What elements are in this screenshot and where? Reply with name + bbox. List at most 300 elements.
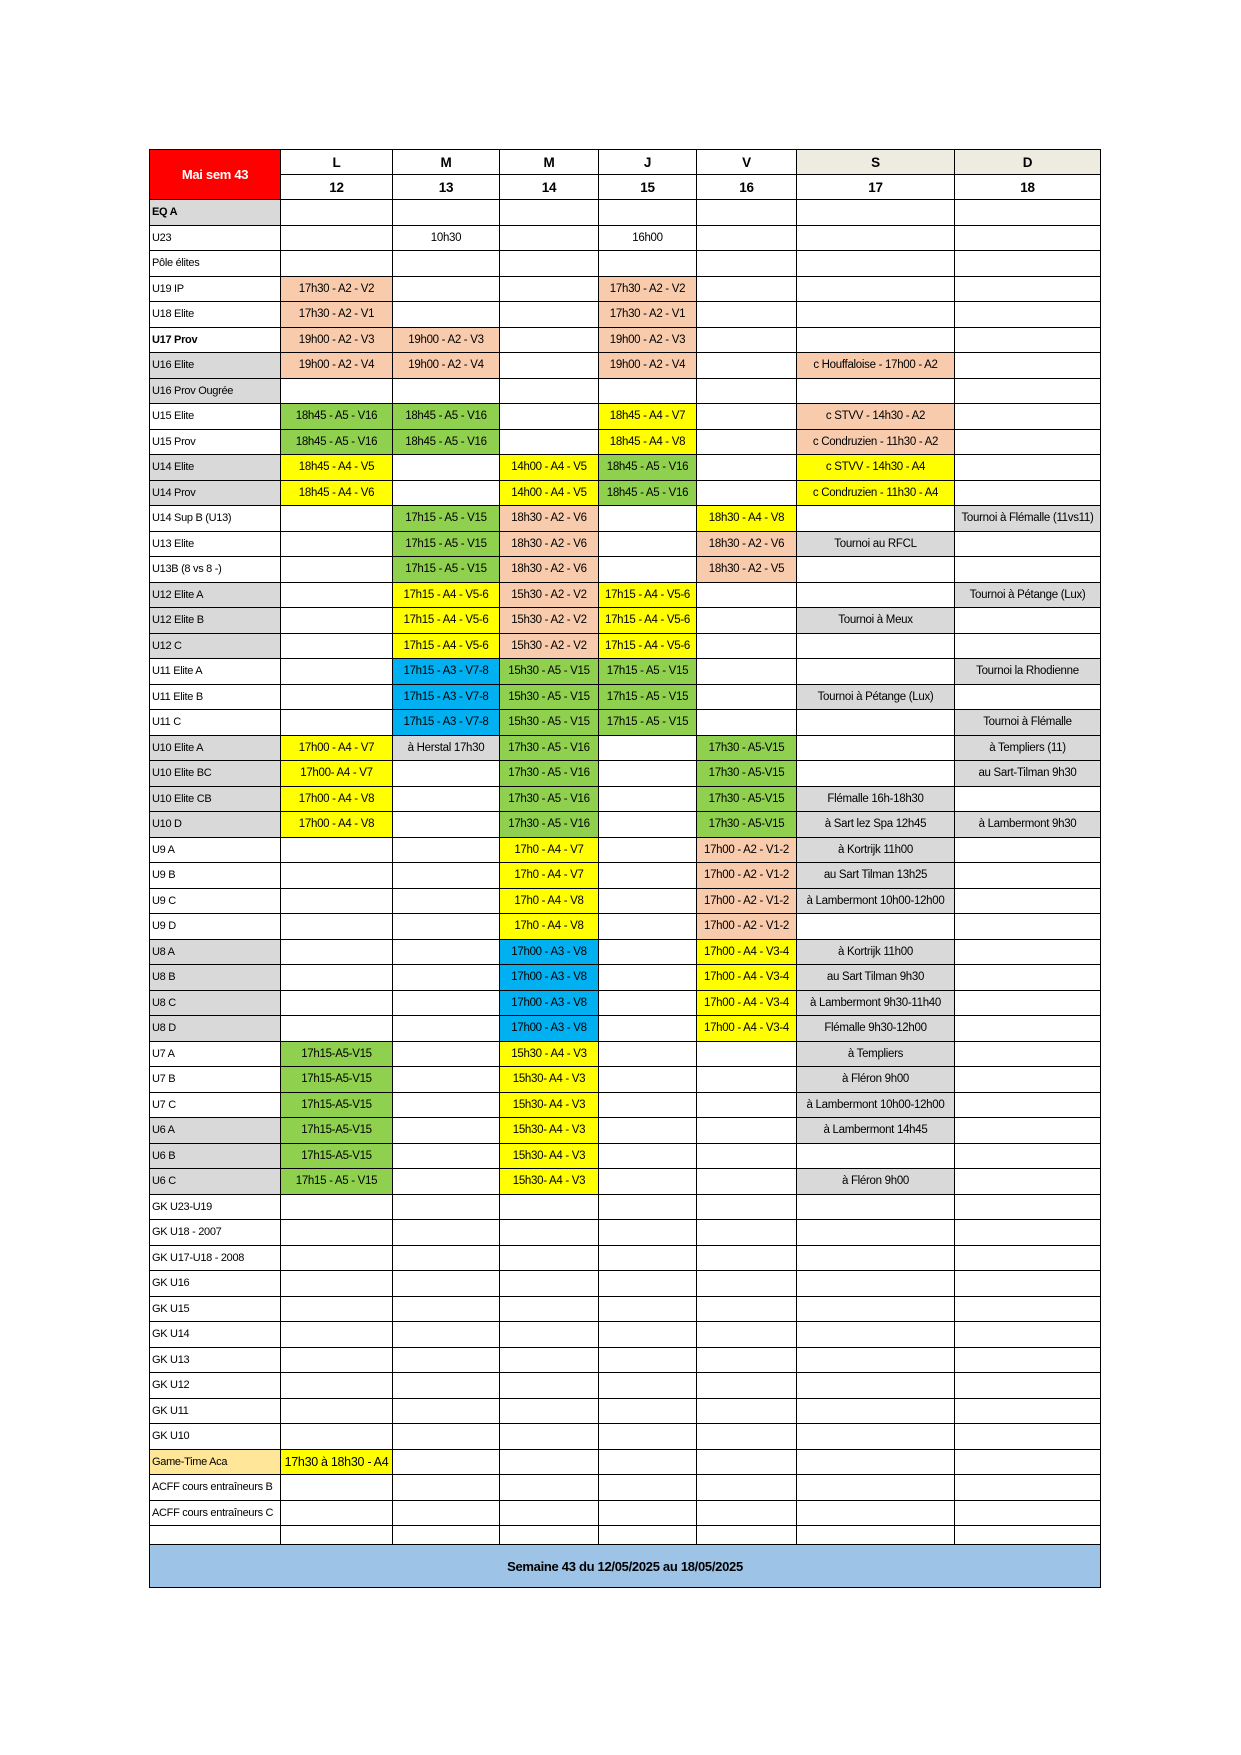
schedule-cell: Tournoi la Rhodienne	[955, 659, 1101, 685]
schedule-cell: 17h15 - A5 - V15	[599, 659, 697, 685]
schedule-cell: 18h45 - A4 - V6	[281, 480, 393, 506]
empty-cell	[797, 761, 955, 787]
empty-cell	[599, 1016, 697, 1042]
empty-cell	[697, 1067, 797, 1093]
empty-cell	[697, 710, 797, 736]
empty-cell	[697, 1143, 797, 1169]
empty-cell	[281, 684, 393, 710]
empty-cell	[697, 608, 797, 634]
empty-cell	[599, 1245, 697, 1271]
schedule-row	[150, 684, 1101, 710]
empty-cell	[393, 914, 500, 940]
schedule-cell: Tournoi à Pétange (Lux)	[797, 684, 955, 710]
empty-cell	[697, 353, 797, 379]
empty-cell	[500, 327, 599, 353]
schedule-cell: 17h00 - A3 - V8	[500, 965, 599, 991]
empty-cell	[697, 1169, 797, 1195]
empty-cell	[797, 735, 955, 761]
empty-cell	[393, 888, 500, 914]
empty-cell	[281, 710, 393, 736]
empty-cell	[500, 1500, 599, 1526]
empty-cell	[797, 582, 955, 608]
schedule-row	[150, 863, 1101, 889]
schedule-cell: 15h30 - A5 - V15	[500, 710, 599, 736]
empty-cell	[500, 200, 599, 226]
empty-cell	[697, 633, 797, 659]
empty-cell	[393, 1041, 500, 1067]
schedule-cell: 17h15 - A3 - V7-8	[393, 710, 500, 736]
empty-cell	[599, 965, 697, 991]
team-label: U8 C	[150, 990, 281, 1016]
empty-cell	[393, 1220, 500, 1246]
empty-cell	[599, 1322, 697, 1348]
empty-cell	[797, 506, 955, 532]
schedule-cell: 14h00 - A4 - V5	[500, 455, 599, 481]
schedule-cell: 14h00 - A4 - V5	[500, 480, 599, 506]
schedule-cell: 17h00- A4 - V7	[281, 761, 393, 787]
empty-cell	[281, 965, 393, 991]
empty-cell	[599, 557, 697, 583]
empty-cell	[697, 1526, 797, 1545]
team-label: GK U17-U18 - 2008	[150, 1245, 281, 1271]
schedule-cell: à Sart lez Spa 12h45	[797, 812, 955, 838]
empty-cell	[797, 1220, 955, 1246]
schedule-cell: 17h15-A5-V15	[281, 1118, 393, 1144]
empty-cell	[599, 1500, 697, 1526]
empty-cell	[797, 225, 955, 251]
empty-cell	[697, 1118, 797, 1144]
empty-cell	[393, 837, 500, 863]
empty-cell	[393, 1398, 500, 1424]
empty-cell	[955, 1271, 1101, 1297]
empty-cell	[281, 1194, 393, 1220]
empty-cell	[599, 1296, 697, 1322]
schedule-cell: 17h15-A5-V15	[281, 1143, 393, 1169]
schedule-row	[150, 939, 1101, 965]
team-label: U23	[150, 225, 281, 251]
schedule-cell: 18h30 - A2 - V6	[500, 531, 599, 557]
empty-cell	[697, 684, 797, 710]
schedule-cell: 17h0 - A4 - V7	[500, 863, 599, 889]
schedule-cell: 15h30 - A5 - V15	[500, 659, 599, 685]
empty-cell	[599, 1398, 697, 1424]
empty-cell	[797, 1373, 955, 1399]
team-label: U9 B	[150, 863, 281, 889]
empty-cell	[599, 531, 697, 557]
empty-cell	[393, 1296, 500, 1322]
empty-cell	[393, 1194, 500, 1220]
schedule-cell: 17h30 - A5 - V16	[500, 812, 599, 838]
empty-cell	[500, 378, 599, 404]
empty-cell	[393, 1373, 500, 1399]
empty-cell	[955, 633, 1101, 659]
empty-cell	[281, 990, 393, 1016]
schedule-cell: à Herstal 17h30	[393, 735, 500, 761]
schedule-cell: 17h00 - A3 - V8	[500, 1016, 599, 1042]
empty-cell	[599, 761, 697, 787]
schedule-cell: 17h00 - A4 - V3-4	[697, 1016, 797, 1042]
empty-cell	[393, 965, 500, 991]
empty-cell	[500, 1245, 599, 1271]
schedule-cell: à Lambermont 9h30-11h40	[797, 990, 955, 1016]
empty-cell	[393, 1500, 500, 1526]
schedule-cell: 18h45 - A4 - V8	[599, 429, 697, 455]
empty-cell	[797, 1526, 955, 1545]
empty-cell	[500, 1220, 599, 1246]
day-header: M	[500, 150, 599, 175]
team-label: U6 B	[150, 1143, 281, 1169]
date-header: 18	[955, 175, 1101, 200]
schedule-row	[150, 837, 1101, 863]
schedule-row	[150, 1041, 1101, 1067]
schedule-cell: 17h15-A5-V15	[281, 1041, 393, 1067]
empty-cell	[955, 990, 1101, 1016]
schedule-cell: c STVV - 14h30 - A2	[797, 404, 955, 430]
schedule-body	[150, 200, 1101, 1526]
empty-cell	[500, 1373, 599, 1399]
schedule-cell: 17h00 - A4 - V3-4	[697, 990, 797, 1016]
schedule-cell: 18h45 - A5 - V16	[599, 455, 697, 481]
team-label: U7 B	[150, 1067, 281, 1093]
empty-cell	[281, 633, 393, 659]
empty-cell	[697, 659, 797, 685]
empty-cell	[281, 1347, 393, 1373]
empty-cell	[955, 1169, 1101, 1195]
schedule-row	[150, 200, 1101, 226]
empty-cell	[393, 302, 500, 328]
empty-cell	[393, 863, 500, 889]
empty-cell	[281, 582, 393, 608]
schedule-row	[150, 1296, 1101, 1322]
schedule-cell: Tournoi à Flémalle	[955, 710, 1101, 736]
empty-cell	[797, 1449, 955, 1475]
schedule-cell: 17h30 - A2 - V2	[599, 276, 697, 302]
team-label: U14 Prov	[150, 480, 281, 506]
schedule-row	[150, 251, 1101, 277]
empty-cell	[797, 327, 955, 353]
empty-cell	[797, 633, 955, 659]
team-label: U6 C	[150, 1169, 281, 1195]
empty-cell	[393, 1271, 500, 1297]
empty-cell	[281, 1016, 393, 1042]
empty-cell	[697, 1398, 797, 1424]
schedule-row	[150, 480, 1101, 506]
team-label: U17 Prov	[150, 327, 281, 353]
schedule-cell: Flémalle 16h-18h30	[797, 786, 955, 812]
empty-cell	[697, 1373, 797, 1399]
empty-cell	[697, 1500, 797, 1526]
empty-cell	[599, 812, 697, 838]
empty-cell	[955, 302, 1101, 328]
schedule-row	[150, 276, 1101, 302]
empty-cell	[697, 276, 797, 302]
empty-cell	[281, 251, 393, 277]
schedule-cell: 17h0 - A4 - V7	[500, 837, 599, 863]
date-header: 17	[797, 175, 955, 200]
schedule-cell: 17h00 - A3 - V8	[500, 990, 599, 1016]
empty-cell	[797, 1500, 955, 1526]
empty-cell	[599, 378, 697, 404]
schedule-cell: 18h30 - A2 - V5	[697, 557, 797, 583]
schedule-cell: à Lambermont 14h45	[797, 1118, 955, 1144]
empty-cell	[599, 1424, 697, 1450]
schedule-cell: à Templiers	[797, 1041, 955, 1067]
team-label: U10 Elite BC	[150, 761, 281, 787]
empty-cell	[955, 225, 1101, 251]
schedule-cell: 17h00 - A2 - V1-2	[697, 837, 797, 863]
schedule-cell: 17h00 - A3 - V8	[500, 939, 599, 965]
schedule-row	[150, 1194, 1101, 1220]
schedule-row	[150, 353, 1101, 379]
schedule-cell: 15h30 - A2 - V2	[500, 608, 599, 634]
schedule-cell: 18h45 - A5 - V16	[281, 429, 393, 455]
empty-cell	[797, 710, 955, 736]
team-label: U8 B	[150, 965, 281, 991]
schedule-cell: au Sart Tilman 9h30	[797, 965, 955, 991]
empty-cell	[697, 378, 797, 404]
team-label: U15 Elite	[150, 404, 281, 430]
empty-cell	[955, 1373, 1101, 1399]
schedule-cell: 17h15 - A4 - V5-6	[599, 633, 697, 659]
empty-cell	[393, 761, 500, 787]
empty-cell	[500, 1194, 599, 1220]
schedule-cell: 17h30 - A2 - V2	[281, 276, 393, 302]
empty-cell	[955, 1347, 1101, 1373]
schedule-sheet	[149, 149, 1100, 1588]
team-label: U15 Prov	[150, 429, 281, 455]
empty-cell	[599, 1475, 697, 1501]
schedule-row	[150, 582, 1101, 608]
empty-cell	[797, 276, 955, 302]
empty-cell	[697, 404, 797, 430]
schedule-row	[150, 429, 1101, 455]
schedule-row	[150, 1500, 1101, 1526]
empty-cell	[599, 251, 697, 277]
schedule-row	[150, 1118, 1101, 1144]
week-title: Mai sem 43	[150, 150, 281, 200]
empty-cell	[599, 1041, 697, 1067]
empty-cell	[797, 1398, 955, 1424]
schedule-cell: 17h15 - A4 - V5-6	[393, 582, 500, 608]
schedule-cell: 17h30 - A2 - V1	[281, 302, 393, 328]
empty-cell	[797, 378, 955, 404]
schedule-cell: 17h15 - A4 - V5-6	[599, 582, 697, 608]
empty-cell	[500, 429, 599, 455]
empty-cell	[500, 302, 599, 328]
empty-cell	[955, 1398, 1101, 1424]
date-header: 12	[281, 175, 393, 200]
schedule-cell: 17h0 - A4 - V8	[500, 888, 599, 914]
empty-cell	[281, 557, 393, 583]
schedule-row	[150, 531, 1101, 557]
schedule-cell: au Sart Tilman 13h25	[797, 863, 955, 889]
empty-cell	[281, 1296, 393, 1322]
empty-cell	[393, 786, 500, 812]
schedule-cell: 17h30 - A2 - V1	[599, 302, 697, 328]
team-label: GK U11	[150, 1398, 281, 1424]
team-label: Pôle élites	[150, 251, 281, 277]
empty-cell	[393, 378, 500, 404]
empty-cell	[393, 200, 500, 226]
team-label: U18 Elite	[150, 302, 281, 328]
date-header: 16	[697, 175, 797, 200]
empty-cell	[393, 1322, 500, 1348]
empty-cell	[599, 1526, 697, 1545]
empty-cell	[797, 1245, 955, 1271]
schedule-row	[150, 1143, 1101, 1169]
empty-cell	[599, 1092, 697, 1118]
empty-cell	[281, 1220, 393, 1246]
schedule-row	[150, 1373, 1101, 1399]
schedule-cell: 18h30 - A2 - V6	[500, 557, 599, 583]
empty-cell	[797, 302, 955, 328]
team-label: ACFF cours entraîneurs B	[150, 1475, 281, 1501]
team-label: U9 D	[150, 914, 281, 940]
team-label: U8 D	[150, 1016, 281, 1042]
schedule-cell: 17h15 - A5 - V15	[599, 710, 697, 736]
schedule-cell: Tournoi au RFCL	[797, 531, 955, 557]
schedule-cell: 15h30- A4 - V3	[500, 1118, 599, 1144]
empty-cell	[955, 1245, 1101, 1271]
schedule-cell: 17h00 - A4 - V8	[281, 786, 393, 812]
empty-cell	[393, 1143, 500, 1169]
schedule-cell: 18h45 - A4 - V7	[599, 404, 697, 430]
empty-cell	[955, 404, 1101, 430]
empty-cell	[393, 1118, 500, 1144]
schedule-cell: 15h30 - A4 - V3	[500, 1041, 599, 1067]
schedule-cell: 18h30 - A2 - V6	[500, 506, 599, 532]
team-label: U6 A	[150, 1118, 281, 1144]
schedule-row	[150, 786, 1101, 812]
team-label: GK U15	[150, 1296, 281, 1322]
empty-cell	[955, 327, 1101, 353]
team-label: GK U18 - 2007	[150, 1220, 281, 1246]
schedule-row	[150, 1347, 1101, 1373]
schedule-cell: 18h30 - A2 - V6	[697, 531, 797, 557]
empty-cell	[797, 1143, 955, 1169]
empty-cell	[281, 200, 393, 226]
empty-cell	[797, 659, 955, 685]
schedule-cell: 19h00 - A2 - V3	[281, 327, 393, 353]
schedule-cell: 18h45 - A4 - V5	[281, 455, 393, 481]
schedule-row	[150, 659, 1101, 685]
team-label: EQ A	[150, 200, 281, 226]
empty-cell	[955, 1092, 1101, 1118]
schedule-row	[150, 812, 1101, 838]
schedule-cell: 17h00 - A4 - V3-4	[697, 965, 797, 991]
empty-cell	[281, 1424, 393, 1450]
schedule-cell: 19h00 - A2 - V3	[599, 327, 697, 353]
empty-cell	[599, 1347, 697, 1373]
team-label: U9 A	[150, 837, 281, 863]
empty-cell	[955, 429, 1101, 455]
empty-cell	[281, 914, 393, 940]
team-label: U8 A	[150, 939, 281, 965]
empty-cell	[797, 1322, 955, 1348]
schedule-cell: 17h30 - A5-V15	[697, 761, 797, 787]
schedule-cell: 15h30- A4 - V3	[500, 1067, 599, 1093]
schedule-row	[150, 1449, 1101, 1475]
schedule-row	[150, 608, 1101, 634]
empty-cell	[599, 914, 697, 940]
schedule-cell: 15h30- A4 - V3	[500, 1092, 599, 1118]
empty-cell	[797, 251, 955, 277]
schedule-cell: 18h45 - A5 - V16	[393, 404, 500, 430]
empty-cell	[281, 1475, 393, 1501]
empty-cell	[697, 225, 797, 251]
schedule-cell: 17h00 - A4 - V8	[281, 812, 393, 838]
schedule-cell: 17h15 - A3 - V7-8	[393, 659, 500, 685]
empty-cell	[281, 659, 393, 685]
empty-cell	[599, 1220, 697, 1246]
empty-cell	[955, 1526, 1101, 1545]
footer-row	[150, 1545, 1101, 1588]
empty-cell	[955, 1500, 1101, 1526]
schedule-row	[150, 888, 1101, 914]
empty-cell	[955, 1143, 1101, 1169]
schedule-cell: 17h00 - A4 - V3-4	[697, 939, 797, 965]
schedule-cell: 17h00 - A2 - V1-2	[697, 888, 797, 914]
empty-cell	[599, 735, 697, 761]
team-label: U14 Elite	[150, 455, 281, 481]
empty-cell	[500, 353, 599, 379]
team-label: GK U14	[150, 1322, 281, 1348]
team-label: U11 C	[150, 710, 281, 736]
schedule-row	[150, 302, 1101, 328]
schedule-cell: 17h15 - A5 - V15	[599, 684, 697, 710]
date-header: 15	[599, 175, 697, 200]
schedule-cell: 17h15 - A5 - V15	[393, 557, 500, 583]
empty-cell	[955, 557, 1101, 583]
day-header: M	[393, 150, 500, 175]
empty-cell	[500, 404, 599, 430]
empty-cell	[797, 1347, 955, 1373]
schedule-cell: au Sart-Tilman 9h30	[955, 761, 1101, 787]
empty-cell	[599, 1118, 697, 1144]
schedule-cell: c Condruzien - 11h30 - A2	[797, 429, 955, 455]
schedule-cell: à Kortrijk 11h00	[797, 939, 955, 965]
schedule-row	[150, 378, 1101, 404]
schedule-row	[150, 735, 1101, 761]
schedule-cell: 17h15 - A4 - V5-6	[393, 633, 500, 659]
schedule-row	[150, 1271, 1101, 1297]
schedule-cell: à Fléron 9h00	[797, 1169, 955, 1195]
empty-cell	[697, 1296, 797, 1322]
schedule-cell: 15h30- A4 - V3	[500, 1169, 599, 1195]
schedule-cell: 16h00	[599, 225, 697, 251]
empty-cell	[697, 1271, 797, 1297]
empty-cell	[697, 480, 797, 506]
empty-cell	[281, 1373, 393, 1399]
schedule-cell: 15h30- A4 - V3	[500, 1143, 599, 1169]
day-header: S	[797, 150, 955, 175]
schedule-row	[150, 965, 1101, 991]
empty-cell	[599, 1449, 697, 1475]
schedule-row	[150, 1169, 1101, 1195]
empty-cell	[500, 276, 599, 302]
schedule-cell: 19h00 - A2 - V4	[281, 353, 393, 379]
empty-cell	[955, 837, 1101, 863]
schedule-cell: 17h15-A5-V15	[281, 1067, 393, 1093]
team-label: U14 Sup B (U13)	[150, 506, 281, 532]
empty-cell	[500, 1475, 599, 1501]
team-label: U7 C	[150, 1092, 281, 1118]
empty-cell	[281, 1398, 393, 1424]
schedule-cell: à Lambermont 9h30	[955, 812, 1101, 838]
empty-cell	[599, 1194, 697, 1220]
schedule-cell: 18h45 - A5 - V16	[281, 404, 393, 430]
schedule-row	[150, 633, 1101, 659]
